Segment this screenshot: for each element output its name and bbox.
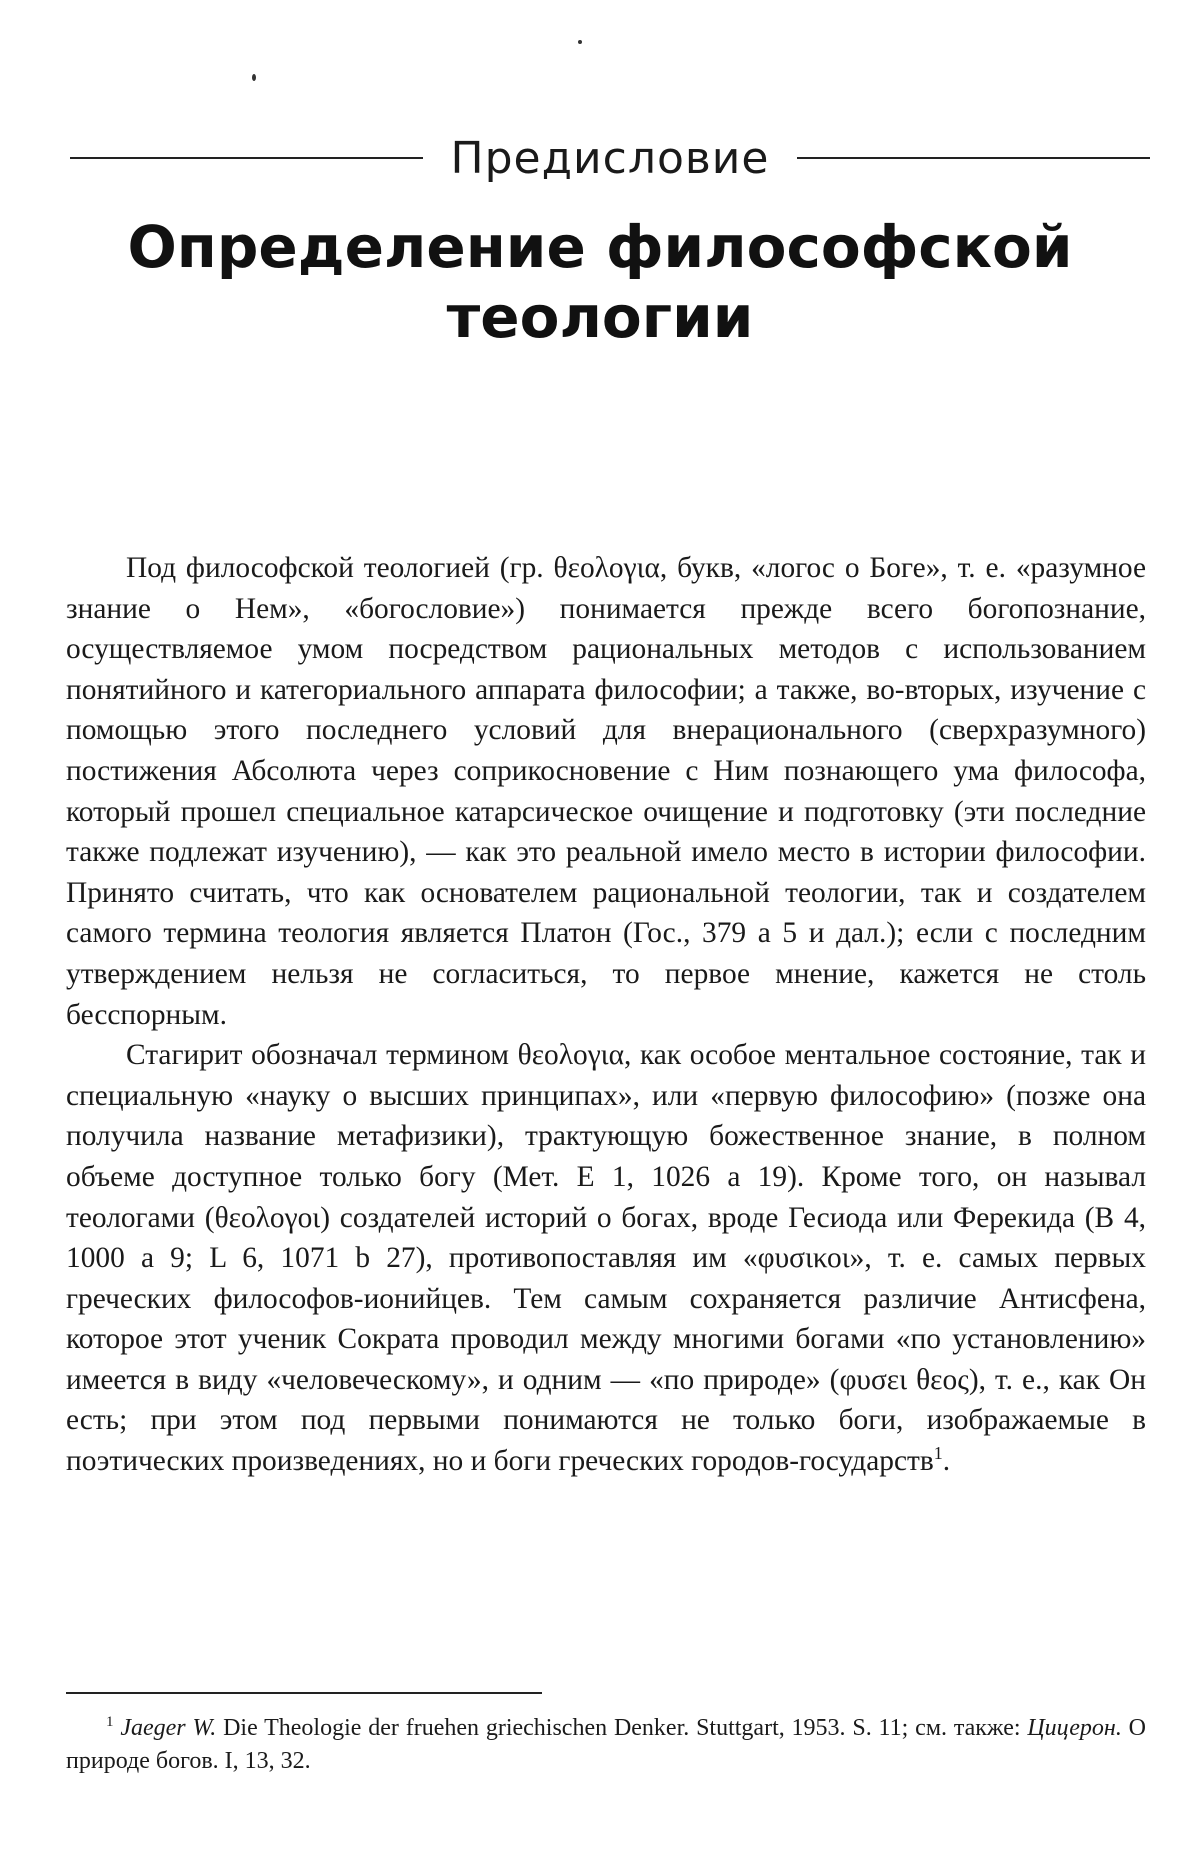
section-header — [70, 128, 1150, 188]
scan-speck — [252, 74, 256, 81]
paragraph-2: Стагирит обозначал термином θεολογια, как особое ментальное состояние, так и специальную «науку о высших принципах», или «первую философию» (позже она получила название метафизики), трактующую божественное знание, в полном объеме доступное только богу (Мет. Е 1, 1026 а 19). Кроме того, он называл теологами (θεολογοι) создателей историй о богах, вроде Гесиода или Ферекида (В 4, 1000 а 9; L 6, 1071 b 27), противопоставляя им «φυσικοι», т. е. самых первых греческих философов-ионийцев. Тем самым сохраняется различие Антисфена, которое этот ученик Сократа проводил между многими богами «по установлению» имеется в виду «человеческому», и одним — «по природе» (φυσει θεος), т. е., как Он есть; при этом под первыми понимаются не только боги, изображаемые в поэтических произведениях, но и боги греческих городов-государств$^1$. — [66, 1039, 1146, 1478]
chapter-title — [100, 212, 1100, 352]
header-rule-left — [70, 157, 423, 159]
footnote-text-1: Die Theologie der fruehen griechischen Denker. Stuttgart, 1953. S. 11; см. также: — [216, 1715, 1028, 1741]
footnote-text-2: О природе богов. I, 13, 32. — [66, 1715, 1147, 1774]
scan-speck — [578, 40, 582, 44]
header-rule-right — [797, 157, 1150, 159]
paragraph-2-text: Стагирит обозначал термином θεολογια, как особое ментальное состояние, так и специальную «науку о высших принципах», или «первую философию» (позже она получила название метафизики), трактующую божественное знание, в полном объеме доступное только богу (Мет. Е 1, 1026 а 19). Кроме того, он называл теологами (θεολογοι) создателей историй о богах, вроде Гесиода или Ферекида (В 4, 1000 а 9; L 6, 1071 b 27), противопоставляя им «φυσικοι», т. е. самых первых греческих философов-ионийцев. Тем самым сохраняется различие Антисфена, которое этот ученик Сократа проводил между многими богами «по установлению» имеется в виду «человеческому», и одним — «по природе» (φυσει θεος), т. е., как Он есть; при этом под первыми понимаются не только боги, изображаемые в поэтических произведениях, но и боги греческих городов-государств — [66, 1039, 1146, 1478]
footnote-reference[interactable]: 1 — [933, 1443, 943, 1464]
footnote-marker: 1 — [106, 1714, 114, 1730]
chapter-title-line1: Определение философской — [127, 213, 1073, 281]
footnote-divider — [66, 1692, 542, 1694]
section-label: Предисловие — [450, 132, 770, 184]
footnote — [66, 1712, 1146, 1778]
footnote-author-2: Цицерон. — [1027, 1715, 1122, 1741]
body-text — [66, 548, 1146, 1482]
chapter-title-line2: теологии — [446, 283, 754, 351]
paragraph-1: Под философской теологией (гр. θεολογια, букв, «логос о Боге», т. е. «разумное знание о Нем», «богословие») понимается прежде всего богопознание, осуществляемое умом посредством рациональных методов с использованием понятийного и категориального аппарата философии; а также, во-вторых, изучение с помощью этого последнего условий для внерационального (сверхразумного) постижения Абсолюта через соприкосновение с Ним познающего ума философа, который прошел специальное катарсическое очищение и подготовку (эти последние также подлежат изучению), — как это реальной имело место в истории философии. Принято считать, что как основателем рациональной теологии, так и создателем самого термина теология является Платон (Гос., 379 а 5 и дал.); если с последним утверждением нельзя не согласиться, то первое мнение, кажется не столь бесспорным. — [66, 552, 1146, 1031]
footnote-author: Jaeger W. — [120, 1715, 217, 1741]
